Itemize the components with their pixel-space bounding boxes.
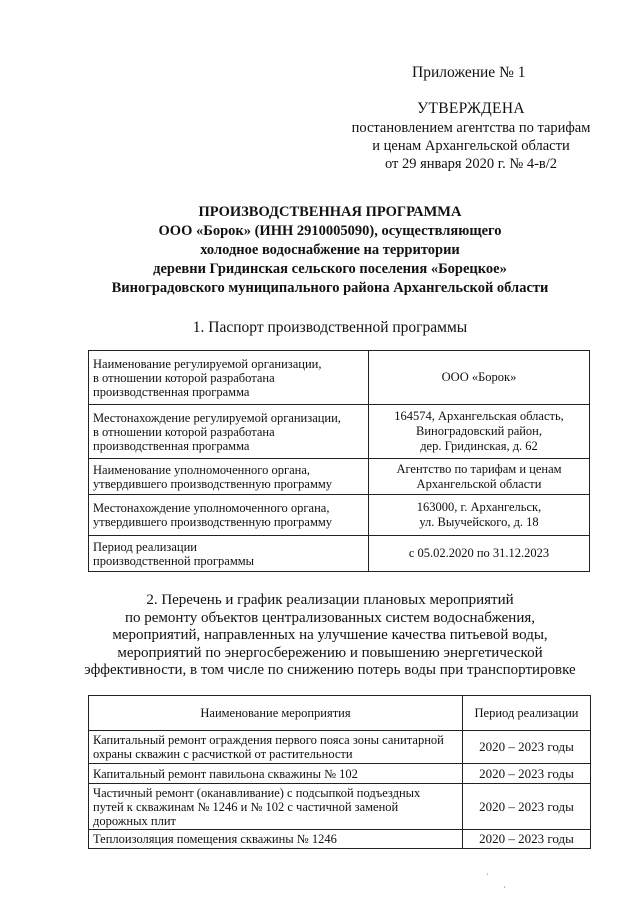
table-row [89,764,591,784]
passport-label: Наименование регулируемой организации, в отношении которой разработана производственная программа [89,351,369,405]
column-header-name: Наименование мероприятия [89,696,463,731]
measure-period: 2020 – 2023 годы [463,830,591,849]
approved-by-line: и ценам Архангельской области [372,138,570,154]
title-line: Виноградовского муниципального района Архангельской области [111,280,549,296]
document-title [60,203,600,298]
passport-row [89,495,590,536]
section2-heading [50,592,610,680]
measure-period: 2020 – 2023 годы [463,764,591,784]
title-line: деревни Гридинская сельского поселения «Борецкое» [153,261,507,277]
section2-heading-line: мероприятий по энергосбережению и повышению энергетической [117,644,543,661]
table-row [89,784,591,830]
table-header-row [89,696,591,731]
approved-by-line: постановлением агентства по тарифам [351,120,591,136]
approved-by-line: от 29 января 2020 г. № 4-в/2 [384,156,558,172]
measure-period: 2020 – 2023 годы [463,784,591,830]
scan-speck: ˈ [486,872,489,882]
measures-table [88,695,591,849]
passport-value: ООО «Борок» [369,351,590,405]
section1-heading: 1. Паспорт производственной программы [192,319,468,336]
passport-label: Местонахождение регулируемой организации, в отношении которой разработана производственная программа [89,405,369,459]
title-line: холодное водоснабжение на территории [200,242,460,258]
passport-value: Агентство по тарифам и ценам Архангельской области [369,459,590,495]
passport-value: 163000, г. Архангельск, ул. Выучейского, д. 18 [369,495,590,536]
passport-table [88,350,590,572]
passport-row [89,459,590,495]
passport-value: 164574, Архангельская область, Виноградовский район, дер. Гридинская, д. 62 [369,405,590,459]
passport-label: Местонахождение уполномоченного органа, утвердившего производственную программу [89,495,369,536]
section2-heading-line: мероприятий, направленных на улучшение качества питьевой воды, [112,627,548,643]
passport-row [89,351,590,405]
table-row [89,830,591,849]
passport-value: с 05.02.2020 по 31.12.2023 [369,536,590,572]
measure-name: Теплоизоляция помещения скважины № 1246 [89,830,463,849]
measure-period: 2020 – 2023 годы [463,731,591,764]
appendix-label: Приложение № 1 [412,64,526,81]
scan-speck: ˈ [503,885,506,895]
section2-heading-line: эффективности, в том числе по снижению потерь воды при транспортировке [84,662,576,678]
section2-heading-line: по ремонту объектов централизованных систем водоснабжения, [124,609,535,626]
title-line: ООО «Борок» (ИНН 2910005090), осуществляющего [158,223,502,239]
table-row [89,731,591,764]
passport-row [89,405,590,459]
approval-block [330,100,612,173]
passport-label: Период реализации производственной программы [89,536,369,572]
measure-name: Капитальный ремонт ограждения первого пояса зоны санитарной охраны скважин с расчисткой от растительности [89,731,463,764]
title-line: ПРОИЗВОДСТВЕННАЯ ПРОГРАММА [198,204,462,220]
approved-stamp: УТВЕРЖДЕНА [417,100,525,117]
column-header-period: Период реализации [463,696,591,731]
section2-heading-line: 2. Перечень и график реализации плановых мероприятий [146,592,514,608]
measure-name: Капитальный ремонт павильона скважины № 102 [89,764,463,784]
passport-row [89,536,590,572]
passport-label: Наименование уполномоченного органа, утвердившего производственную программу [89,459,369,495]
measure-name: Частичный ремонт (оканавливание) с подсыпкой подъездных путей к скважинам № 1246 и № 102 с частичной заменой дорожных плит [89,784,463,830]
